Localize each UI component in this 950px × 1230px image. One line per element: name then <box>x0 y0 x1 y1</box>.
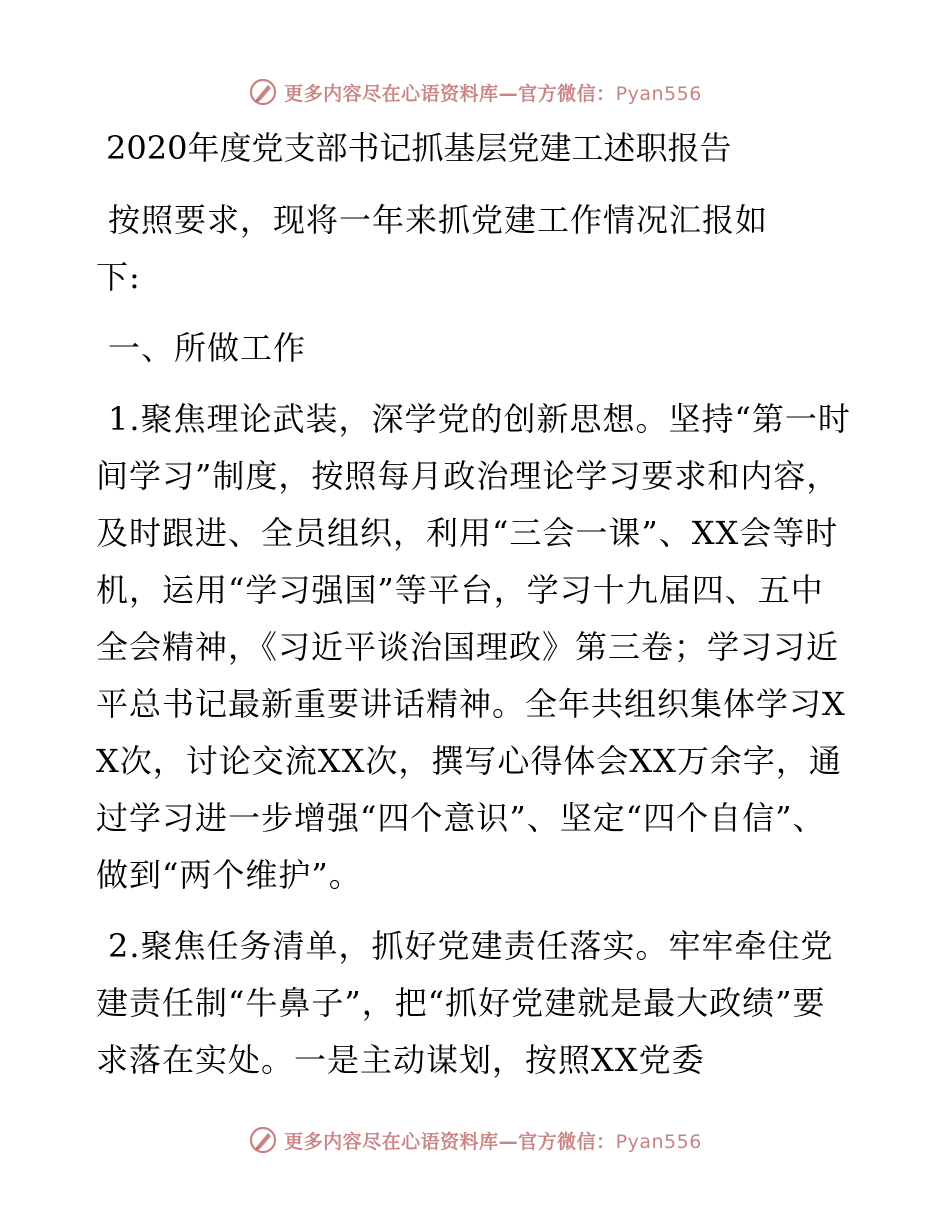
page-title: 2020年度党支部书记抓基层党建工述职报告 <box>106 129 732 167</box>
watermark-text <box>284 1127 702 1154</box>
paragraph-2: 2.聚焦任务清单，抓好党建责任落实。牢牢牵住党建责任制“牛鼻子”，把“抓好党建就是最大政绩”要求落在实处。一是主动谋划，按照XX党委 <box>96 927 834 1079</box>
document-body <box>96 120 856 1089</box>
watermark-text-cn: 更多内容尽在心语资料库—官方微信： <box>284 1130 616 1153</box>
watermark-text-id: Pyan556 <box>615 82 702 105</box>
watermark-footer <box>0 1120 950 1160</box>
watermark-logo-icon <box>248 77 278 107</box>
watermark-logo-icon <box>248 1125 278 1155</box>
watermark-text <box>284 79 702 106</box>
section-heading: 一、所做工作 <box>108 329 307 367</box>
paragraph-1: 1.聚焦理论武装，深学党的创新思想。坚持“第一时间学习”制度，按照每月政治理论学习要求和内容，及时跟进、全员组织，利用“三会一课”、XX会等时机，运用“学习强国”等平台，学习十九届四、五中全会精神，《习近平谈治国理政》第三卷；学习习近平总书记最新重要讲话精神。全年共组织集体学习XX次，讨论交流XX次，撰写心得体会XX万余字，通过学习进一步增强“四个意识”、坚定“四个自信”、做到“两个维护”。 <box>96 400 851 894</box>
intro-paragraph: 按照要求，现将一年来抓党建工作情况汇报如下: <box>96 201 769 296</box>
watermark-text-id: Pyan556 <box>615 1130 702 1153</box>
watermark-text-cn: 更多内容尽在心语资料库—官方微信： <box>284 82 616 105</box>
watermark-header <box>0 72 950 112</box>
